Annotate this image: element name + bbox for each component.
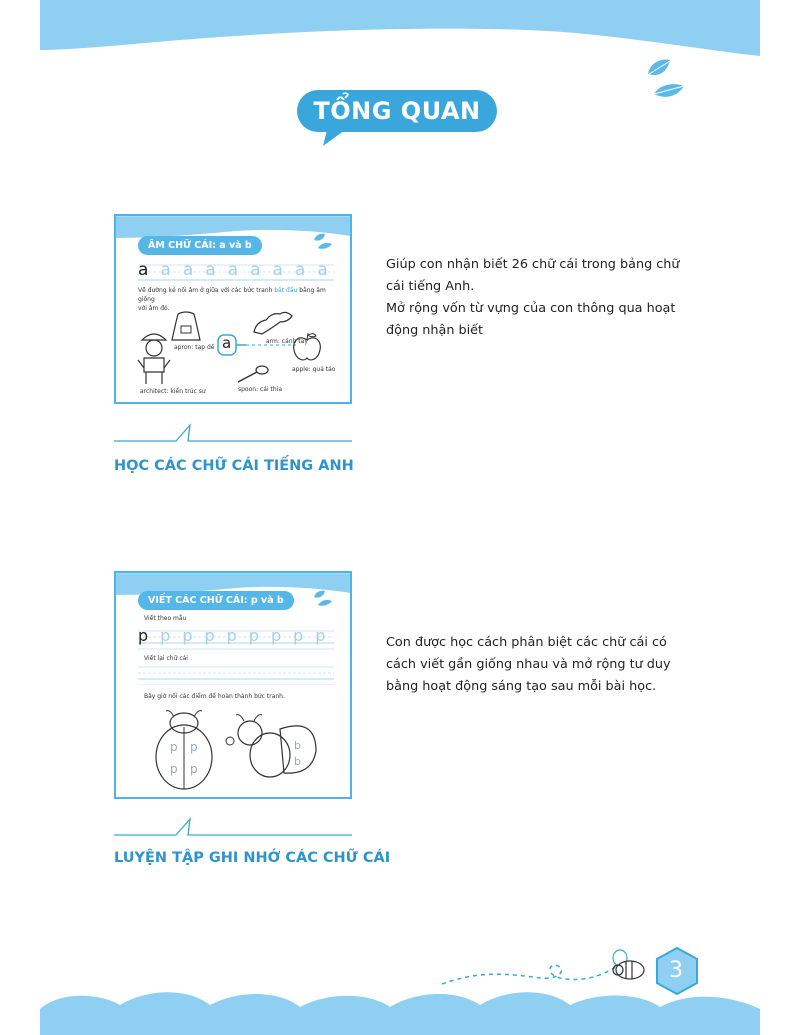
spoon-illustration: [234, 364, 270, 384]
instruction-text-line2: với âm đó.: [138, 305, 170, 312]
label-rewrite: Viết lại chữ cái: [144, 655, 188, 662]
leaf-icon: [312, 589, 334, 607]
apple-illustration: [290, 330, 324, 364]
description-line: động nhận biết: [386, 323, 484, 338]
description-line: Con được học cách phân biệt các chữ cái có: [386, 635, 667, 650]
description-line: Mở rộng vốn từ vựng của con thông qua hoạt: [386, 301, 676, 316]
bottom-cloud-band: [0, 985, 800, 1035]
architect-illustration: [134, 328, 174, 386]
bug-letter: p: [170, 740, 178, 754]
instruction-highlight: bắt đầu: [274, 287, 298, 294]
trace-letters: pppppppp: [160, 626, 338, 645]
section-title-2: LUYỆN TẬP GHI NHỚ CÁC CHỮ CÁI: [114, 850, 391, 866]
model-letter: a: [138, 260, 161, 280]
worksheet-pill: VIẾT CÁC CHỮ CÁI: p và b: [138, 591, 294, 610]
model-letter: p: [138, 626, 161, 645]
instruction-text-end: bằng âm giống: [138, 287, 326, 303]
bug-letter: b: [294, 755, 301, 768]
instruction-text: Vẽ đường kẻ nối âm ở giữa với các bức tranh: [138, 287, 275, 294]
bug-letter: p: [170, 762, 178, 776]
description-line: bằng hoạt động sáng tạo sau mỗi bài học.: [386, 679, 657, 694]
ladybug-illustration: [150, 707, 220, 791]
worksheet-pill: ÂM CHỮ CÁI: a và b: [138, 236, 262, 255]
caption-apron: apron: tạp dề: [174, 344, 215, 351]
description-line: Giúp con nhận biết 26 chữ cái trong bảng chữ: [386, 257, 680, 272]
tracing-letters: [138, 626, 337, 645]
worksheet-thumbnail-2: [114, 571, 352, 799]
zigzag-divider: [114, 814, 352, 840]
leaf-icon: [312, 232, 334, 250]
trace-letters: aaaaaaaa: [160, 260, 340, 280]
page-title: TỔNG QUAN: [313, 97, 481, 125]
bee-icon: [606, 948, 646, 982]
caption-architect: architect: kiến trúc sư: [140, 388, 206, 395]
label-copy-model: Viết theo mẫu: [144, 615, 187, 622]
leaf-icon: [640, 56, 692, 106]
description-line: cách viết gần giống nhau và mở rộng tư duy: [386, 657, 671, 672]
description-line: cái tiếng Anh.: [386, 279, 475, 294]
label-connect-dots: Bây giờ nối các điểm để hoàn thành bức tranh.: [144, 693, 285, 700]
flying-bug-illustration: [224, 711, 320, 785]
zigzag-divider: [114, 420, 352, 446]
caption-arm: arm: cánh tay: [266, 338, 308, 345]
caption-apple: apple: quả táo: [292, 366, 336, 373]
tracing-letters: [138, 260, 340, 280]
bug-letter: p: [190, 740, 198, 754]
section-title-1: HỌC CÁC CHỮ CÁI TIẾNG ANH: [114, 458, 354, 474]
worksheet-thumbnail-1: [114, 214, 352, 404]
caption-spoon: spoon: cái thìa: [238, 386, 283, 393]
bug-letter: p: [190, 762, 198, 776]
center-letter: a: [222, 334, 232, 352]
bug-letter: b: [294, 739, 301, 752]
section-description-2: [386, 632, 686, 698]
section-description-1: [386, 254, 686, 342]
page-number: 3: [669, 958, 683, 983]
